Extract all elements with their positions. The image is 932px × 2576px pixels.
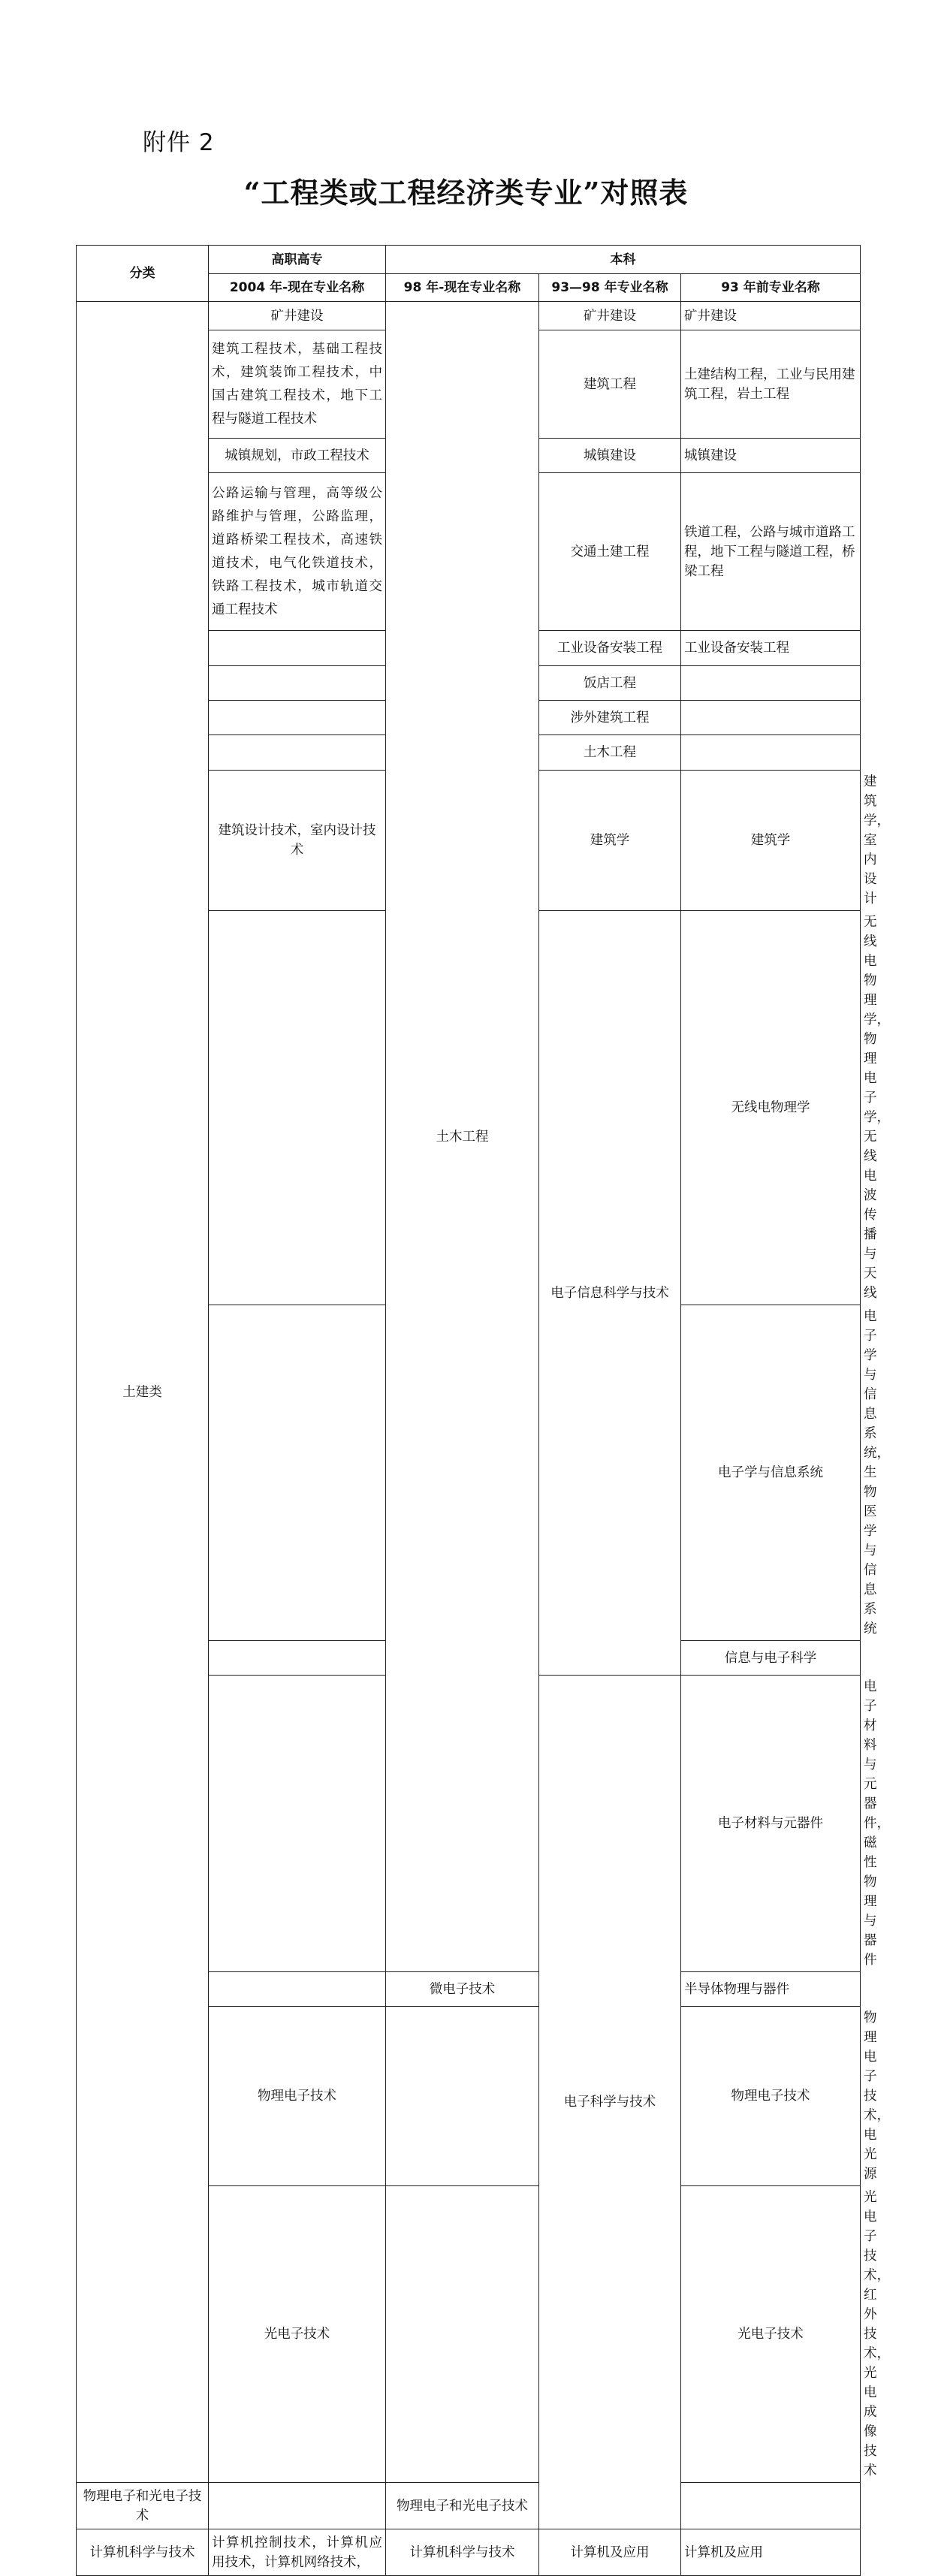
table-cell: 电子学与信息系统 <box>681 1305 861 1641</box>
major-comparison-table <box>76 245 891 2576</box>
table-cell: 建筑学 <box>539 771 681 911</box>
table-header-row <box>77 246 861 274</box>
table-cell: 计算机及应用 <box>681 2529 861 2576</box>
table-cell <box>681 666 861 701</box>
table-cell <box>209 631 386 666</box>
table-cell <box>209 666 386 701</box>
table-cell: 半导体物理与器件 <box>681 1972 861 2007</box>
table-cell: 城镇规划，市政工程技术 <box>209 439 386 473</box>
header-col-93-98: 93—98 年专业名称 <box>539 274 681 302</box>
header-col-2004: 2004 年-现在专业名称 <box>209 274 386 302</box>
header-category: 分类 <box>77 246 209 302</box>
table-cell <box>209 1676 386 1972</box>
category-cell: 物理电子技术 <box>209 2007 386 2186</box>
table-cell: 矿井建设 <box>539 302 681 330</box>
table-cell <box>209 1972 386 2007</box>
table-cell: 涉外建筑工程 <box>539 701 681 735</box>
table-cell: 城镇建设 <box>539 439 681 473</box>
category-cell: 土建类 <box>77 302 209 2483</box>
table-cell <box>209 2483 386 2529</box>
table-cell <box>681 701 861 735</box>
table-row: 电子信息科学与技术 无线电物理学 无线电物理学，物理电子学，无线电波传播与天线 <box>77 911 861 1305</box>
table-cell <box>681 2483 861 2529</box>
table-cell: 工业设备安装工程 <box>681 631 861 666</box>
table-cell: 计算机控制技术，计算机应用技术，计算机网络技术， <box>209 2529 386 2576</box>
table-cell: 建筑工程技术，基础工程技术，建筑装饰工程技术，中国古建筑工程技术，地下工程与隧道工程技术 <box>209 330 386 439</box>
header-vocational: 高职高专 <box>209 246 386 274</box>
table-cell: 建筑工程 <box>539 330 681 439</box>
table-cell: 光电子技术 <box>681 2186 861 2483</box>
table-row: 电子学与信息系统 电子学与信息系统，生物医学与信息系统 <box>77 1305 861 1641</box>
table-row: 物理电子技术 物理电子技术 物理电子技术，电光源 <box>77 2007 861 2186</box>
table-row: 建筑设计技术，室内设计技术 建筑学 建筑学 建筑学，室内设计 <box>77 771 861 911</box>
table-row <box>77 2529 861 2576</box>
table-cell: 饭店工程 <box>539 666 681 701</box>
category-cell: 光电子技术 <box>209 2186 386 2483</box>
table-cell <box>209 735 386 771</box>
table-cell: 无线电物理学 <box>681 911 861 1305</box>
table-row <box>77 302 861 330</box>
table-cell <box>681 735 861 771</box>
table-cell: 交通土建工程 <box>539 473 681 631</box>
table-cell: 土木工程 <box>539 735 681 771</box>
table-cell: 物理电子技术 <box>681 2007 861 2186</box>
table-cell: 工业设备安装工程 <box>539 631 681 666</box>
table-cell <box>209 1305 386 1641</box>
table-cell: 电子信息科学与技术 <box>539 911 681 1676</box>
table-cell: 电子材料与元器件 <box>681 1676 861 1972</box>
table-cell: 计算机科学与技术 <box>386 2529 539 2576</box>
table-cell: 建筑学 <box>681 771 861 911</box>
category-cell: 物理电子和光电子技术 <box>77 2483 209 2529</box>
category-cell: 计算机科学与技术 <box>77 2529 209 2576</box>
table-row: 光电子技术 光电子技术 光电子技术，红外技术，光电成像技术 <box>77 2186 861 2483</box>
table-cell <box>209 701 386 735</box>
table-cell: 土建结构工程，工业与民用建筑工程，岩土工程 <box>681 330 861 439</box>
table-cell: 矿井建设 <box>209 302 386 330</box>
header-col-98: 98 年-现在专业名称 <box>386 274 539 302</box>
attachment-label: 附件 2 <box>143 129 215 156</box>
header-col-pre93: 93 年前专业名称 <box>681 274 861 302</box>
table-cell: 公路运输与管理，高等级公路维护与管理，公路监理，道路桥梁工程技术，高速铁道技术，电气化铁道技术，铁路工程技术，城市轨道交通工程技术 <box>209 473 386 631</box>
table-cell <box>209 911 386 1305</box>
table-cell <box>209 1641 386 1676</box>
table-cell: 土木工程 <box>386 302 539 1972</box>
table-cell: 物理电子和光电子技术 <box>386 2483 539 2529</box>
table-cell: 城镇建设 <box>681 439 861 473</box>
table-row: 电子科学与技术 电子材料与元器件 电子材料与元器件，磁性物理与器件 <box>77 1676 861 1972</box>
table-cell: 信息与电子科学 <box>681 1641 861 1676</box>
document-title: “工程类或工程经济类专业”对照表 <box>243 176 689 210</box>
table-cell: 建筑设计技术，室内设计技术 <box>209 771 386 911</box>
table-cell <box>386 2007 539 2186</box>
table-cell: 计算机及应用 <box>539 2529 681 2576</box>
table-cell: 电子科学与技术 <box>539 1676 681 2529</box>
table-cell <box>386 2186 539 2483</box>
table-cell: 铁道工程，公路与城市道路工程，地下工程与隧道工程，桥梁工程 <box>681 473 861 631</box>
table-row <box>77 2483 861 2529</box>
header-undergrad: 本科 <box>386 246 861 274</box>
table-cell: 微电子技术 <box>386 1972 539 2007</box>
table-cell: 矿井建设 <box>681 302 861 330</box>
